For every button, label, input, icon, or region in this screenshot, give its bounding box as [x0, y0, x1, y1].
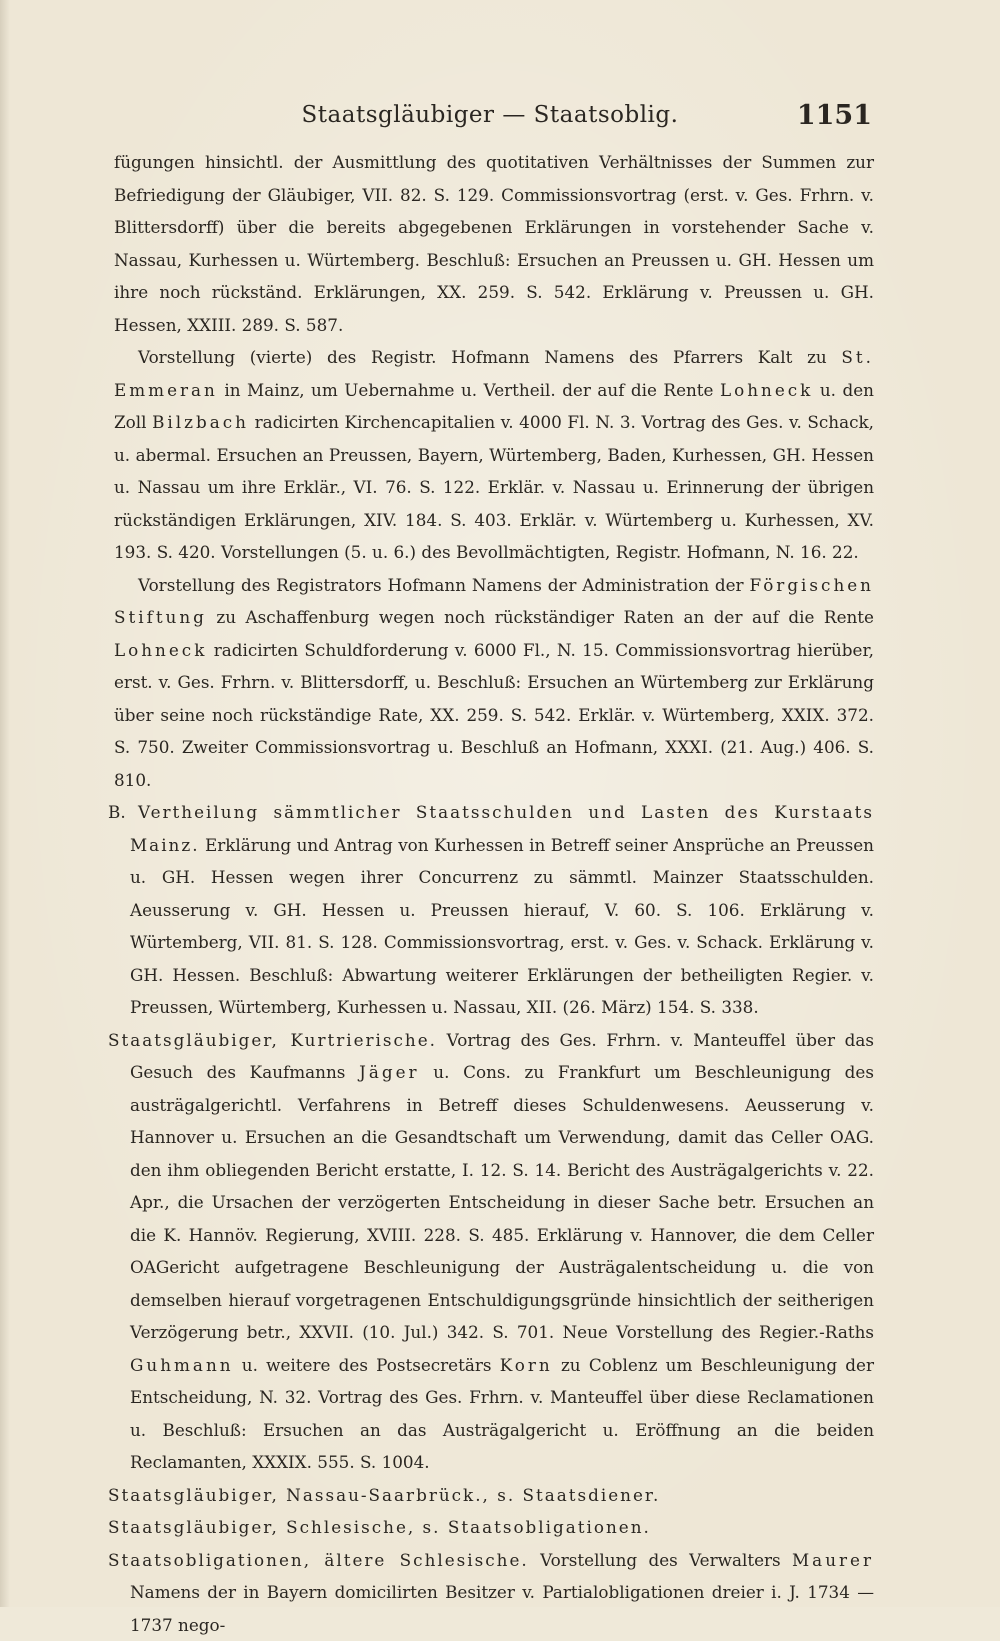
sub-entry-hofmann-kalt: [108, 341, 874, 569]
sub-entry-hofmann-stiftung: [108, 569, 874, 797]
text-segment: Vorstellung des Verwalters: [540, 1550, 781, 1570]
text-segment: zu Aschaffenburg wegen noch rückständiger Raten an der auf die Rente: [216, 607, 874, 627]
section-b: [108, 796, 874, 1024]
page-number: 1151: [797, 100, 872, 131]
text-segment: radicirten Schuldforderung v. 6000 Fl., N. 15. Commissionsvortrag hierüber, erst. v. Ges. Frhrn. v. Blittersdorff, u. Beschluß: Ersuchen an Würtemberg zur Erklärung über seine noch rückständige Rate, XX. 259. S. 542. Erklär. v. Würtemberg, XXIX. 372. S. 750. Zweiter Commissionsvortrag u. Beschluß an Hofmann, XXXI. (21. Aug.) 406. S. 810.: [114, 640, 874, 790]
text-segment: Vorstellung des Registrators Hofmann Namens der Administration der: [138, 575, 744, 595]
section-text: Erklärung und Antrag von Kurhessen in Betreff seiner Ansprüche an Preussen u. GH. Hessen wegen ihrer Concurrenz zu sämmtl. Mainzer Staatsschulden. Aeusserung v. GH. Hessen u. Preussen hierauf, V. 60. S. 106. Erklärung v. Würtemberg, VII. 81. S. 128. Commissionsvortrag, erst. v. Ges. v. Schack. Erklärung v. GH. Hessen. Beschluß: Abwartung weiterer Erklärungen der betheiligten Regier. v. Preussen, Würtemberg, Kurhessen u. Nassau, XII. (26. März) 154. S. 338.: [130, 835, 874, 1018]
index-body: [108, 146, 874, 1641]
spaced-term: Lohneck: [114, 640, 207, 660]
spaced-term: Maurer: [792, 1550, 874, 1570]
entry-schlesische: Staatsgläubiger, Schlesische, s. Staatsobligationen.: [108, 1511, 874, 1544]
spaced-term: Guhmann: [130, 1355, 234, 1375]
section-heading: Vertheilung sämmtlicher Staatsschulden und Lasten des Kurstaats Mainz.: [130, 802, 874, 855]
entry-continuation: fügungen hinsichtl. der Ausmittlung des quotitativen Verhältnisses der Summen zur Befriedigung der Gläubiger, VII. 82. S. 129. Commissionsvortrag (erst. v. Ges. Frhrn. v. Blittersdorff) über die bereits abgegebenen Erklärungen in vorstehender Sache v. Nassau, Kurhessen u. Würtemberg. Beschluß: Ersuchen an Preussen u. GH. Hessen um ihre noch rückständ. Erklärungen, XX. 259. S. 542. Erklärung v. Preussen u. GH. Hessen, XXIII. 289. S. 587.: [108, 146, 874, 341]
entry-staatsobligationen: [108, 1544, 874, 1641]
spaced-term: Bilzbach: [152, 412, 249, 432]
text-segment: Namens der in Bayern domicilirten Besitzer v. Partialobligationen dreier i. J. 1734 — 1737 nego-: [130, 1582, 874, 1635]
text-segment: in Mainz, um Uebernahme u. Vertheil. der auf die Rente: [224, 380, 713, 400]
text-segment: zu Coblenz um Beschleunigung der Entscheidung, N. 32. Vortrag des Ges. Frhrn. v. Manteuffel über diese Reclamationen u. Beschluß: Ersuchen an das Austrägalgericht u. Eröffnung an die beiden Reclamanten, XXXIX. 555. S. 1004.: [130, 1355, 874, 1473]
text-segment: u. Cons. zu Frankfurt um Beschleunigung des austrägalgerichtl. Verfahrens in Betreff dieses Schuldenwesens. Aeusserung v. Hannover u. Ersuchen an die Gesandtschaft um Verwendung, damit das Celler OAG. den ihm obliegenden Bericht erstatte, I. 12. S. 14. Bericht des Austrägalgerichts v. 22. Apr., die Ursachen der verzögerten Entscheidung in dieser Sache betr. Ersuchen an die K. Hannöv. Regierung, XVIII. 228. S. 485. Erklärung v. Hannover, die dem Celler OAGericht aufgetragene Beschleunigung der Austrägalentscheidung u. die von demselben hierauf vorgetragenen Entschuldigungsgründe hinsichtlich der seitherigen Verzögerung betr., XXVII. (10. Jul.) 342. S. 701. Neue Vorstellung des Regier.-Raths: [130, 1062, 874, 1342]
entry-heading: Staatsgläubiger, Kurtrierische.: [108, 1030, 437, 1050]
spaced-term: Förgischen Stiftung: [114, 575, 874, 628]
text-segment: radicirten Kirchencapitalien v. 4000 Fl. N. 3. Vortrag des Ges. v. Schack, u. abermal. Ersuchen an Preussen, Bayern, Würtemberg, Baden, Kurhessen, GH. Hessen u. Nassau um ihre Erklär., VI. 76. S. 122. Erklär. v. Nassau u. Erinnerung der übrigen rückständigen Erklärungen, XIV. 184. S. 403. Erklär. v. Würtemberg u. Kurhessen, XV. 193. S. 420. Vorstellungen (5. u. 6.) des Bevollmächtigten, Registr. Hofmann, N. 16. 22.: [114, 412, 874, 562]
spaced-term: Jäger: [359, 1062, 419, 1082]
text-segment: u. den Zoll: [114, 380, 874, 433]
page-edge-shadow: [0, 0, 10, 1607]
entry-kurtrier: [108, 1024, 874, 1479]
section-label: B.: [108, 802, 126, 822]
text-segment: Vorstellung (vierte) des Registr. Hofmann Namens des Pfarrers Kalt zu: [138, 347, 827, 367]
running-head: Staatsgläubiger — Staatsoblig.: [108, 102, 872, 128]
spaced-term: Lohneck: [720, 380, 813, 400]
text-segment: Vortrag des Ges. Frhrn. v. Manteuffel über das Gesuch des Kaufmanns: [130, 1030, 874, 1083]
spaced-term: Korn: [500, 1355, 553, 1375]
spaced-term: St. Emmeran: [114, 347, 874, 400]
entry-nassau-saarbrueck: Staatsgläubiger, Nassau-Saarbrück., s. Staatsdiener.: [108, 1479, 874, 1512]
entry-heading: Staatsobligationen, ältere Schlesische.: [108, 1550, 529, 1570]
page-header: [108, 100, 872, 140]
text-segment: u. weitere des Postsecretärs: [242, 1355, 492, 1375]
